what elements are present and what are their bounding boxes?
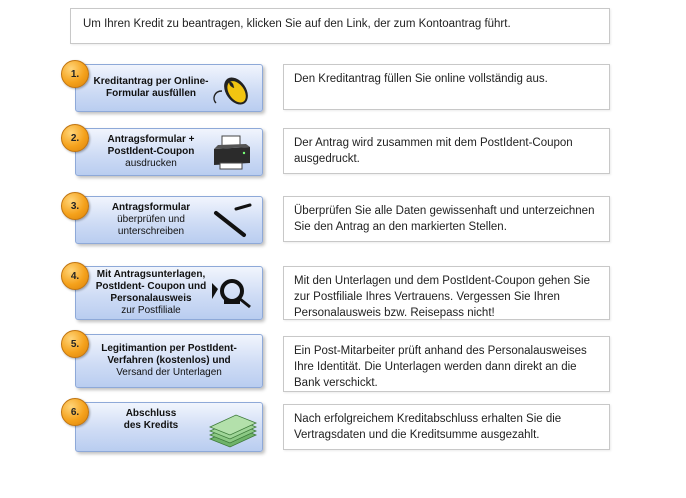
step-label: [86, 403, 216, 437]
step-number-badge: 2.: [61, 124, 89, 152]
step-box: [75, 334, 263, 388]
step-box: [75, 266, 263, 320]
step-label-line: Mit Antragsunterlagen,: [96, 269, 206, 280]
step-number-badge: 4.: [61, 262, 89, 290]
step-description: Den Kreditantrag füllen Sie online vollständig aus.: [283, 64, 610, 110]
step-label: [86, 129, 216, 175]
step-label-line: PostIdent- Coupon und: [95, 281, 207, 292]
step-box: [75, 402, 263, 452]
step-label: [86, 267, 216, 319]
step-description: Nach erfolgreichem Kreditabschluss erhalten Sie die Vertragsdaten und die Kreditsumme ausgezahlt.: [283, 404, 610, 450]
step-label-line: Legitimantion per PostIdent-: [101, 343, 237, 354]
pen-icon: [210, 201, 254, 241]
step-label-line: Versand der Unterlagen: [116, 367, 222, 378]
step-number-badge: 3.: [61, 192, 89, 220]
step-description: Ein Post-Mitarbeiter prüft anhand des Personalausweises Ihre Identität. Die Unterlagen werden dann direkt an die Bank verschickt.: [283, 336, 610, 392]
step-5: [0, 330, 686, 389]
money-icon: [206, 409, 258, 449]
step-description: Der Antrag wird zusammen mit dem PostIdent-Coupon ausgedruckt.: [283, 128, 610, 174]
step-label-line: zur Postfiliale: [121, 305, 181, 316]
printer-icon: [210, 133, 254, 173]
step-label: [86, 197, 216, 243]
step-box: [75, 64, 263, 112]
step-4: [0, 262, 686, 318]
step-label-line: überprüfen und: [117, 214, 185, 225]
step-label: [84, 335, 254, 387]
step-1: [0, 60, 686, 116]
mouse-icon: [210, 69, 254, 109]
step-label-line: Abschluss: [125, 408, 177, 419]
step-label-line: PostIdent-Coupon: [107, 146, 195, 157]
step-label-line: Verfahren (kostenlos) und: [107, 355, 231, 366]
step-description: Überprüfen Sie alle Daten gewissenhaft und unterzeichnen Sie den Antrag an den markierten Stellen.: [283, 196, 610, 242]
step-label-line: ausdrucken: [125, 158, 177, 169]
step-label-line: unterschreiben: [117, 226, 185, 237]
post-horn-icon: [210, 273, 254, 313]
intro-text: Um Ihren Kredit zu beantragen, klicken Sie auf den Link, der zum Kontoantrag führt.: [70, 8, 610, 44]
step-6: [0, 398, 686, 454]
step-3: [0, 192, 686, 248]
step-label-line: Personalausweis: [110, 293, 192, 304]
step-2: [0, 124, 686, 180]
step-number-badge: 5.: [61, 330, 89, 358]
step-label-line: des Kredits: [123, 420, 179, 431]
step-label-line: Formular ausfüllen: [105, 88, 196, 99]
step-label-line: Antragsformular: [111, 202, 191, 213]
step-box: [75, 128, 263, 176]
step-label: [86, 65, 216, 111]
step-box: [75, 196, 263, 244]
step-description: Mit den Unterlagen und dem PostIdent-Coupon gehen Sie zur Postfiliale Ihres Vertrauens. Vergessen Sie Ihren Personalausweis bzw. Reisepass nicht!: [283, 266, 610, 320]
step-label-line: Kreditantrag per Online-: [93, 76, 209, 87]
step-number-badge: 6.: [61, 398, 89, 426]
step-number-badge: 1.: [61, 60, 89, 88]
step-label-line: Antragsformular +: [107, 134, 195, 145]
